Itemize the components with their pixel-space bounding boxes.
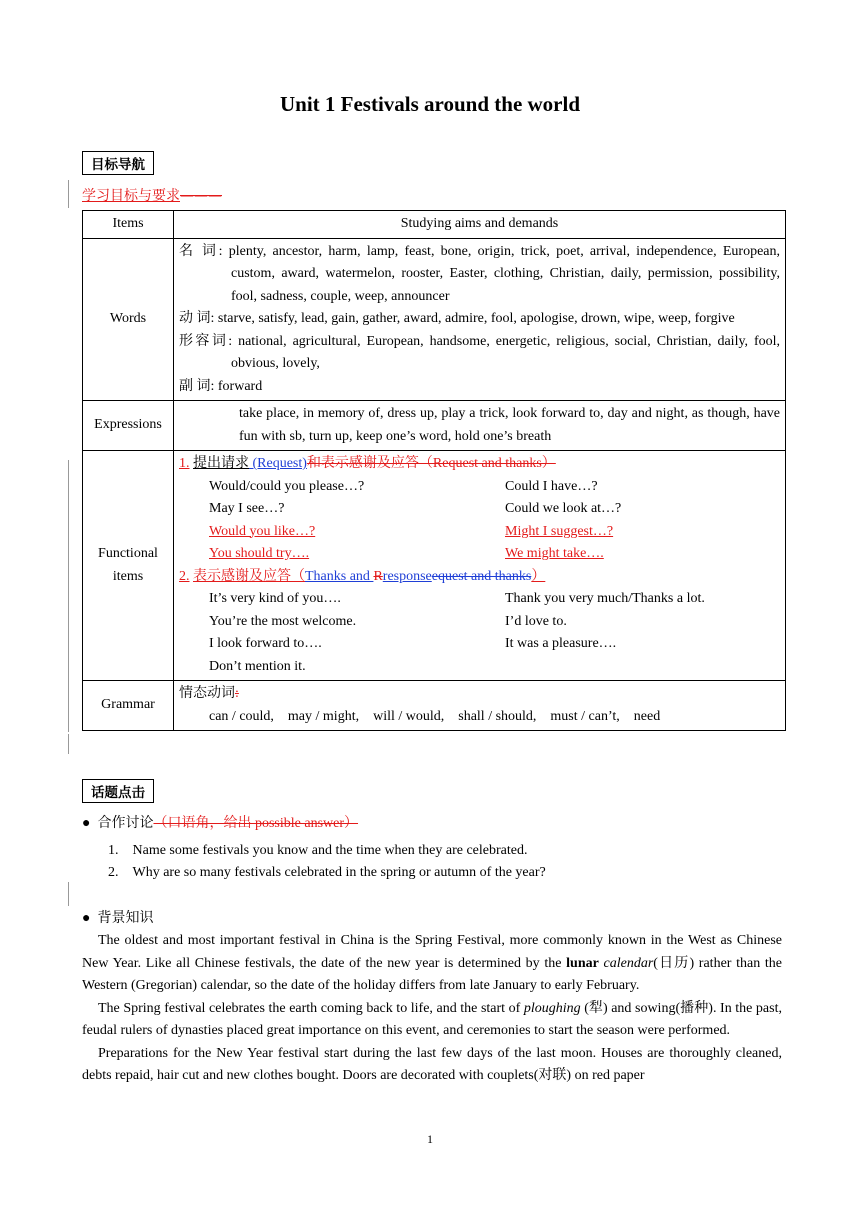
adj-line: 形容词: national, agricultural, European, handsome, energetic, religious, social, Christian, daily, fool, obvious, lovely, [179, 333, 781, 371]
paragraph: The oldest and most important festival in China is the Spring Festival, more commonly known in the West as Chinese New Year. Like all Chinese festivals, the date of the new year is determined by the lunar calendar(日历) rather than the Western (Gregorian) calendar, so the date of the holiday differs from late January to early February. [82, 933, 782, 993]
paragraph: Preparations for the New Year festival start during the last few days of the last moon. Houses are thoroughly cleaned, debts repaid, hair cut and new clothes bought. Doors are decorated with couplets(对联) on red paper [82, 1045, 782, 1083]
aims-table [82, 210, 786, 731]
list-item: Would you like…? Might I suggest…? [209, 523, 614, 539]
header-items: Items [83, 211, 174, 239]
grammar-cell: 情态动词: can / could, may / might, will / would, shall / should, must / can’t, need [174, 681, 786, 731]
bullet-background: ● 背景知识 [82, 911, 154, 926]
bullet-icon: ● [82, 816, 91, 831]
bullet-discussion: ● 合作讨论（口语角，给出 possible answer） [82, 816, 359, 831]
revision-bar [68, 460, 69, 732]
list-item: It’s very kind of you…. Thank you very much/Thanks a lot. [209, 591, 705, 606]
revision-bar [68, 882, 69, 906]
list-item: You should try…. We might take…. [209, 546, 604, 561]
header-aims: Studying aims and demands [174, 211, 786, 239]
functional-cell [174, 451, 786, 681]
list-item: I look forward to…. It was a pleasure…. [209, 636, 617, 651]
table-row-grammar [83, 681, 786, 731]
adv-line: 副 词: forward [179, 378, 263, 394]
row-label-expressions: Expressions [83, 401, 174, 451]
revision-bar [68, 180, 69, 208]
table-row-functional [83, 451, 786, 681]
modal-verbs: can / could, may / might, will / would, shall / should, must / can’t, need [209, 708, 661, 724]
row-label-words: Words [83, 238, 174, 401]
section-heading-topic: 话题点击 [82, 779, 154, 803]
list-item: 2. Why are so many festivals celebrated in the spring or autumn of the year? [108, 865, 546, 880]
table-header-row [83, 211, 786, 239]
section-subheading: 学习目标与要求——— [82, 188, 222, 204]
noun-line: 名 词: plenty, ancestor, harm, lamp, feast, bone, origin, trick, poet, arrival, independence, European, custom, award, watermelon, rooster, Easter, clothing, Christian, daily, permission, possibility, fool, sadness, couple, weep, announcer [179, 243, 780, 304]
row-label-grammar: Grammar [83, 681, 174, 731]
list-item: You’re the most welcome. I’d love to. [209, 613, 567, 629]
list-item: Would/could you please…? Could I have…? [209, 478, 598, 494]
table-row-expressions [83, 401, 786, 451]
list-item: May I see…? Could we look at…? [209, 501, 622, 516]
table-row-words [83, 238, 786, 401]
background-text [82, 930, 782, 1088]
verb-line: 动 词: starve, satisfy, lead, gain, gather, award, admire, fool, apologise, drown, wipe, weep, forgive [179, 311, 735, 326]
bullet-icon: ● [82, 911, 91, 926]
words-cell [174, 238, 786, 401]
expressions-cell: take place, in memory of, dress up, play a trick, look forward to, day and night, as though, have fun with sb, turn up, keep one’s word, hold one’s breath [174, 401, 786, 451]
row-label-functional: Functional items [83, 451, 174, 681]
thanks-heading: 2. 表示感谢及应答（Thanks and Rresponseequest and thanks） [179, 568, 546, 584]
page-title: Unit 1 Festivals around the world [279, 92, 581, 116]
list-item: 1. Name some festivals you know and the time when they are celebrated. [108, 843, 528, 858]
page-number: 1 [427, 1132, 433, 1146]
section-heading-goals: 目标导航 [82, 151, 154, 175]
request-heading: 1. 提出请求 (Request)和表示感谢及应答（Request and thanks） [179, 456, 556, 471]
list-item: Don’t mention it. [209, 658, 306, 674]
revision-bar [68, 734, 69, 754]
paragraph: The Spring festival celebrates the earth coming back to life, and the start of ploughing (犁) and sowing(播种). In the past, feudal rulers of dynasties placed great importance on this event, and ceremonies to start the season were performed. [82, 1000, 782, 1038]
